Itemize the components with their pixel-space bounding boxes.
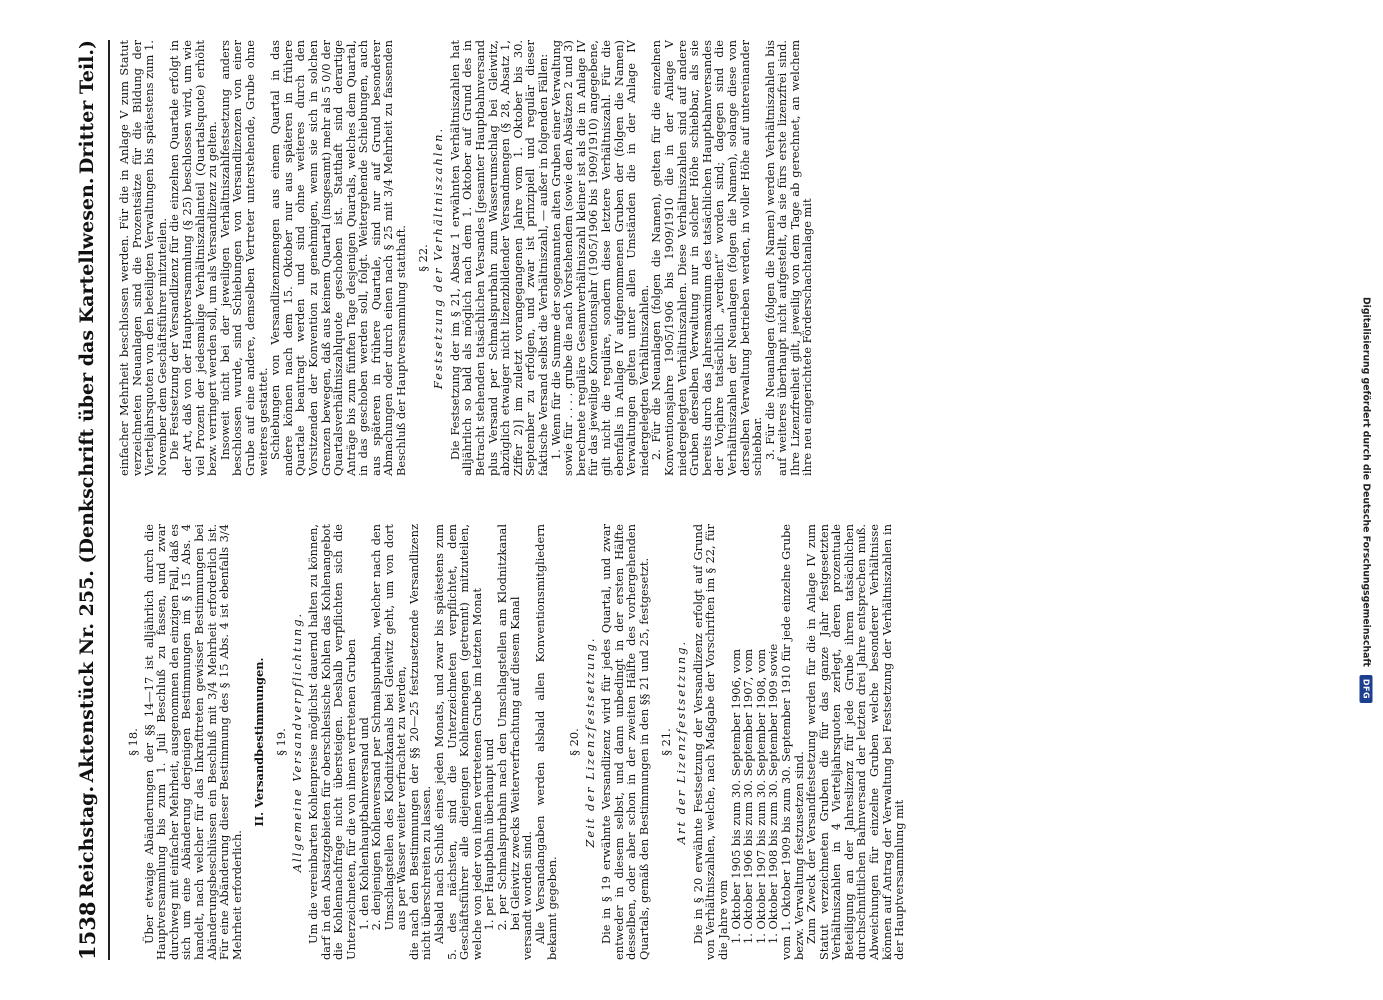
- paragraph-19d: versandt worden sind.: [520, 831, 535, 960]
- section-heading-19: § 19.: [273, 728, 288, 756]
- funding-note: [1360, 297, 1373, 703]
- page-header: [70, 40, 104, 960]
- paragraph-19a: Um die vereinbarten Kohlenpreise möglichst dauernd halten zu können, darf in den Absatzgebieten für oberschlesische Kohlen das Kohlenangebot die Kohlennachfrage nicht übersteigen. Deshalb verpflichten sich die Unterzeichneten, für die von ihnen vertretenen Gruben: [306, 524, 358, 960]
- paragraph-r6: 1. Wenn für die Summe der sogenannten alten Gruben einer Verwaltung sowie für . . . . grube die nach Vorstehendem (sowie den Absätzen 2 und 3) berechnete reguläre Gesamtverhältniszahl kleiner ist als die in Anlage IV für das jeweilige Konventionsjahr (1905/1906 bis 1909/1910) angegebene, gilt nicht die reguläre, sondern diese letztere Verhältniszahl. Für die ebenfalls in Anlage IV aufgenommenen Gruben der (folgen die Namen) Verwaltungen gelten unter allen Umständen die in der Anlage IV niedergelegten Verhältniszahlen.: [548, 40, 651, 476]
- dfg-logo-icon: DFG: [1360, 675, 1373, 703]
- right-column: [118, 40, 814, 476]
- paragraph-20: Die in § 19 erwähnte Versandlizenz wird für jedes Quartal, und zwar entweder in diesem selbst, und dann unbedingt in der ersten Hälfte desselben, oder aber schon in der zweiten Hälfte des vorhergehenden Quartals, gemäß den Bestimmungen in den §§ 21 und 25, festgesetzt.: [599, 524, 651, 960]
- date-row: 1. Oktober 1908 bis zum 30. September 1909 sowie: [766, 643, 781, 945]
- section-heading-21: § 21.: [658, 728, 673, 756]
- header-left: Reichstag.: [76, 785, 98, 899]
- list-item: 1. den Kohlenhauptbahnversand und: [356, 717, 371, 931]
- list-item: 2. denjenigen Kohlenversand per Schmalspurbahn, welcher nach den Umschlagstellen des Klodnitzkanals bei Gleiwitz geht, um von dort aus per Wasser weiter verfrachtet zu werden,: [369, 524, 409, 931]
- header-right: Dritter Teil.): [76, 40, 98, 175]
- date-row-final: vom 1. Oktober 1909 bis zum 30. September 1910 für jede einzelne Grube bezw. Verwaltung festzusetzen sind.: [778, 524, 806, 960]
- section-subtitle-22: Festsetzung der Verhältniszahlen.: [431, 126, 446, 390]
- paragraph-r3: Insoweit nicht bei der jeweiligen Verhältniszahlfestsetzung anders beschlossen wurde, sind Schiebungen von Versandlizenzen von einer Grube auf eine andere, demselben Vertreter unterstehende, Grube ohne weiteres gestattet.: [217, 40, 270, 476]
- paragraph-r4: Schiebungen von Versandlizenzmengen aus einem Quartal in das andere können nach dem 15. Oktober nur aus späteren in frühere Quartale beantragt werden und sind ohne weiteres durch den Vorsitzenden der Konvention zu genehmigen, wenn sie sich in solchen Grenzen bewegen, daß aus keinem Quartal (insgesamt) mehr als 5 0/0 der Quartalsverhältniszahlquote geschoben ist. Statthaft sind derartige Anträge bis zum fünften Tage desjenigen Quartals, welches dem Quartal, in das geschoben werden soll, folgt. Weitergehende Schiebungen, auch aus späteren in frühere Quartale, sind nur auf Grund besonderer Abmachungen oder durch einen nach § 25 mit 3/4 Mehrheit zu fassenden Beschluß der Hauptversammlung statthaft.: [268, 40, 409, 476]
- date-row: 1. Oktober 1905 bis zum 30. September 1906, vom: [728, 648, 743, 945]
- paragraph-18: Über etwaige Abänderungen der §§ 14—17 ist alljährlich durch die Hauptversammlung bis zum 1. Juli Beschluß zu fassen, und zwar durchweg mit einfacher Mehrheit, ausgenommen den einzigen Fall, daß es sich um eine Abänderung derjenigen Bestimmungen im § 15 Abs. 4 handelt, nach welcher für das Inkrafttreten gewisser Bestimmungen bei Abänderungsbeschlüssen ein Beschluß mit 3/4 Mehrheit erforderlich ist. Für eine Abänderung dieser Bestimmung des § 15 Abs. 4 ist ebenfalls 3/4 Mehrheit erforderlich.: [141, 524, 244, 960]
- paragraph-r7: 2. Für die Neuanlagen (folgen die Namen), gelten für die einzelnen Konventionsjahre 1905/1906 bis 1909/1910 die in der Anlage V niedergelegten Verhältniszahlen. Diese Verhältniszahlen sind auf andere Gruben derselben Verwaltung nur in solcher Höhe schiebbar, als sie bereits durch das Jahresmaximum des tatsächlichen Hauptbahnversandes der Vorjahre tatsächlich „verdient“ worden sind; dagegen sind die Verhältniszahlen der Neuanlagen (folgen die Namen), solange diese von derselben Verwaltung betrieben werden, in voller Höhe auf untereinander schiebbar.: [649, 40, 765, 476]
- paragraph-19c: Alsbald nach Schluß eines jeden Monats, und zwar bis spätestens zum 5. des nächsten, sind die Unterzeichneten verpflichtet, dem Geschäftsführer alle diejenigen Kohlenmengen (getrennt) mitzuteilen, welche von jeder von ihnen vertretenen Grube im letzten Monat: [432, 524, 484, 960]
- page-number: 1538: [74, 901, 100, 960]
- list-item: 2. per Schmalspurbahn nach den Umschlagstellen am Klodnitzkanal bei Gleiwitz zwecks Weiterverfrachtung auf diesem Kanal: [495, 524, 522, 931]
- header-rule: [108, 40, 110, 960]
- section-subtitle-20: Zeit der Lizenzfestsetzung.: [582, 636, 597, 848]
- header-title: Aktenstück Nr. 255. (Denkschrift über das Kartellwesen.: [76, 177, 98, 783]
- paragraph-r8: 3. Für die Neuanlagen (folgen die Namen) werden Verhältniszahlen bis auf weiteres überhaupt nicht aufgestellt, da sie fürs erste lizenzfrei sind. Ihre Lizenzfreiheit gilt, jeweilig von dem Tage ab gerechnet, an welchem ihre neu eingerichtete Förderschachtanlage mit: [762, 40, 815, 476]
- paragraph-21b: Zum Zweck der Versandfestsetzung werden für die in Anlage IV zum Statut verzeichneten Gruben die für das ganze Jahr festgesetzten Verhältniszahlen in 4 Vierteljahrsquoten zerlegt, deren prozentuale Beteiligung an der Jahreslizenz für jede Grube ihrem tatsächlichen durchschnittlichen Bahnversand der letzten drei Jahre entsprechen muß. Abweichungen für einzelne Gruben welche besonderer Verhältnisse können auf Antrag der Verwaltung bei Festsetzung der Verhältniszahlen in der Hauptversammlung mit: [804, 524, 907, 960]
- section-heading-18: § 18.: [126, 728, 140, 756]
- section-subtitle-21: Art der Lizenzfestsetzung.: [674, 639, 689, 845]
- paragraph-r5: Die Festsetzung der im § 21, Absatz 1 erwähnten Verhältniszahlen hat alljährlich so bald als möglich nach dem 1. Oktober auf Grund des in Betracht stehenden tatsächlichen Versandes [gesamter Hauptbahnversand plus Versand per Schmalspurbahn zum Wasserumschlag bei Gleiwitz, abzüglich etwaiger nicht lizenzbildender Versandmengen (§ 28, Absatz 1, Ziffer 2)] im zuletzt vorangegangenen Jahre vom 1. Oktober bis 30. September zu erfolgen, und zwar ist prinzipiell und regulär dieser faktische Versand selbst die Verhältniszahl, — außer in folgenden Fällen:: [447, 40, 550, 476]
- paragraph-21a: Die in § 20 erwähnte Festsetzung der Versandlizenz erfolgt auf Grund von Verhältniszahlen, welche, nach Maßgabe der Vorschriften im § 22, für die Jahre vom: [690, 524, 730, 960]
- paragraph-r1: einfacher Mehrheit beschlossen werden. Für die in Anlage V zum Statut verzeichneten Neuanlagen sind die Prozentsätze für die Bildung der Vierteljahrsquoten von den beteiligten Verwaltungen bis spätestens zum 1. November dem Geschäftsführer mitzuteilen.: [117, 40, 169, 476]
- paragraph-19e: Alle Versandangaben werden alsbald allen Konventionsmitgliedern bekannt gegeben.: [532, 524, 560, 960]
- section-subtitle-19: Allgemeine Versandverpflichtung.: [289, 611, 304, 873]
- date-row: 1. Oktober 1907 bis zum 30. September 1908, vom: [753, 648, 768, 945]
- section-heading-20: § 20.: [567, 728, 581, 756]
- list-item: 1. per Hauptbahn überhaupt und: [482, 738, 497, 931]
- paragraph-r2: Die Festsetzung der Versandlizenz für die einzelnen Quartale erfolgt in der Art, daß von der Hauptversammlung (§ 25) beschlossen wird, um wie viel Prozent der jedesmalige Verhältniszahlanteil (Quartalsquote) erhöht bezw. verringert werden soll, um als Versandlizenz zu gelten.: [167, 40, 220, 476]
- funding-note-text: Digitalisierung gefördert durch die Deutsche Forschungsgemeinschaft: [1360, 296, 1372, 667]
- paragraph-19b: die nach den Bestimmungen der §§ 20—25 festzusetzende Versandlizenz nicht überschreiten zu lassen.: [406, 524, 434, 960]
- part-heading: II. Versandbestimmungen.: [252, 657, 267, 827]
- date-row: 1. Oktober 1906 bis zum 30. September 1907, vom: [741, 648, 756, 945]
- left-column: [118, 524, 906, 960]
- section-heading-22: § 22.: [415, 244, 430, 272]
